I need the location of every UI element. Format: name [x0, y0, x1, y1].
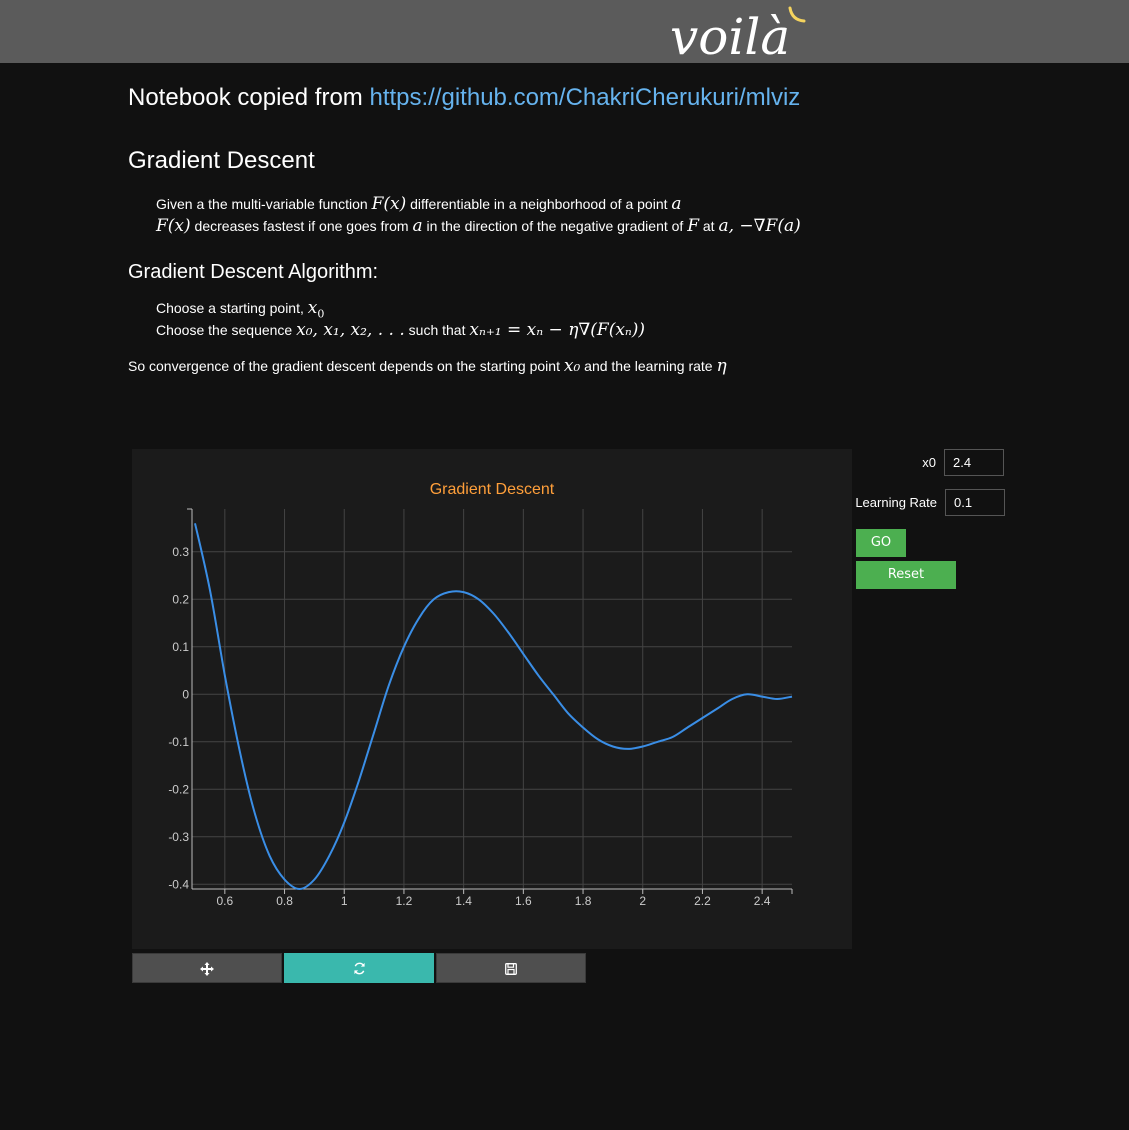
convergence-note: [128, 355, 727, 377]
x-tick-label: 1.4: [455, 894, 472, 908]
y-tick-label: -0.2: [168, 782, 189, 797]
x-tick-label: 2.2: [694, 894, 711, 908]
def1-math-a: a: [671, 194, 682, 214]
conclusion-math-x0: x₀: [563, 356, 581, 376]
y-tick-label: 0: [182, 687, 189, 702]
pan-button[interactable]: [132, 953, 282, 983]
learning-rate-input[interactable]: [945, 489, 1005, 516]
step1-math-x: x: [307, 298, 318, 318]
save-icon: [505, 963, 517, 975]
reset-button[interactable]: Reset: [856, 561, 956, 589]
logo-moon-icon: [790, 8, 804, 21]
x-tick-label: 2: [639, 894, 647, 908]
step1-text: Choose a starting point,: [156, 300, 308, 316]
x-tick-label: 2.4: [753, 894, 771, 908]
def1-text-a: Given a the multi-variable function: [156, 196, 372, 212]
x-tick-label: 0.6: [216, 894, 234, 908]
conclusion-text-b: and the learning rate: [580, 358, 717, 374]
y-tick-label: -0.1: [168, 734, 189, 749]
conclusion-text-a: So convergence of the gradient descent depends on the starting point: [128, 358, 564, 374]
step2-math-sequence: x₀, x₁, x₂, . . .: [296, 320, 405, 340]
refresh-icon: [353, 962, 366, 975]
move-icon: [200, 962, 214, 976]
definition-line-2: [156, 215, 801, 237]
save-button[interactable]: [436, 953, 586, 983]
step1-math: [307, 298, 325, 321]
def2-text-c: at: [699, 218, 719, 234]
x-tick-label: 1.8: [574, 894, 592, 908]
learning-rate-label: Learning Rate: [855, 495, 937, 510]
voila-logo: [668, 0, 818, 60]
definition-line-1: [156, 193, 682, 215]
top-bar: [0, 0, 1129, 63]
x-tick-label: 1: [340, 894, 348, 908]
y-tick-label: 0.2: [172, 592, 189, 607]
step2-text: Choose the sequence: [156, 322, 297, 338]
y-tick-label: 0.1: [172, 639, 189, 654]
conclusion-math-eta: η: [716, 356, 727, 376]
x-tick-label: 1.2: [395, 894, 413, 908]
section-title: Gradient Descent: [128, 147, 315, 174]
chart-title: Gradient Descent: [429, 481, 555, 498]
algorithm-step-2: [156, 319, 645, 341]
def2-text-b: in the direction of the negative gradient of: [422, 218, 688, 234]
def1-text-b: differentiable in a neighborhood of a point: [406, 196, 672, 212]
def2-math-fx: F(x): [156, 216, 191, 236]
notebook-prefix: Notebook copied from: [128, 84, 370, 111]
logo-text: voilà: [670, 8, 791, 60]
notebook-link[interactable]: https://github.com/ChakriCherukuri/mlviz: [369, 84, 801, 111]
def2-text-a: decreases fastest if one goes from: [190, 218, 413, 234]
step1-math-sub: 0: [317, 307, 325, 321]
def2-math-f: F: [687, 216, 699, 236]
gradient-descent-chart[interactable]: [132, 449, 852, 949]
y-tick-label: 0.3: [172, 544, 189, 559]
reset-view-button[interactable]: [284, 953, 434, 983]
def2-math-gradient: a, −∇F(a): [718, 216, 801, 236]
x-tick-label: 0.8: [276, 894, 293, 908]
algorithm-title: Gradient Descent Algorithm:: [128, 261, 379, 283]
y-tick-label: -0.4: [168, 877, 189, 892]
step2-math-update-rule: xₙ₊₁ = xₙ − η∇(F(xₙ)): [469, 320, 646, 340]
go-button[interactable]: GO: [856, 529, 906, 557]
def2-math-a: a: [412, 216, 423, 236]
def1-math-fx: F(x): [371, 194, 407, 214]
x-tick-label: 1.6: [514, 894, 532, 908]
x0-label: x0: [922, 455, 936, 470]
y-tick-label: -0.3: [168, 829, 189, 844]
step2-text-mid: such that: [404, 322, 470, 338]
notebook-source-heading: [128, 84, 800, 112]
x0-input[interactable]: [944, 449, 1004, 476]
